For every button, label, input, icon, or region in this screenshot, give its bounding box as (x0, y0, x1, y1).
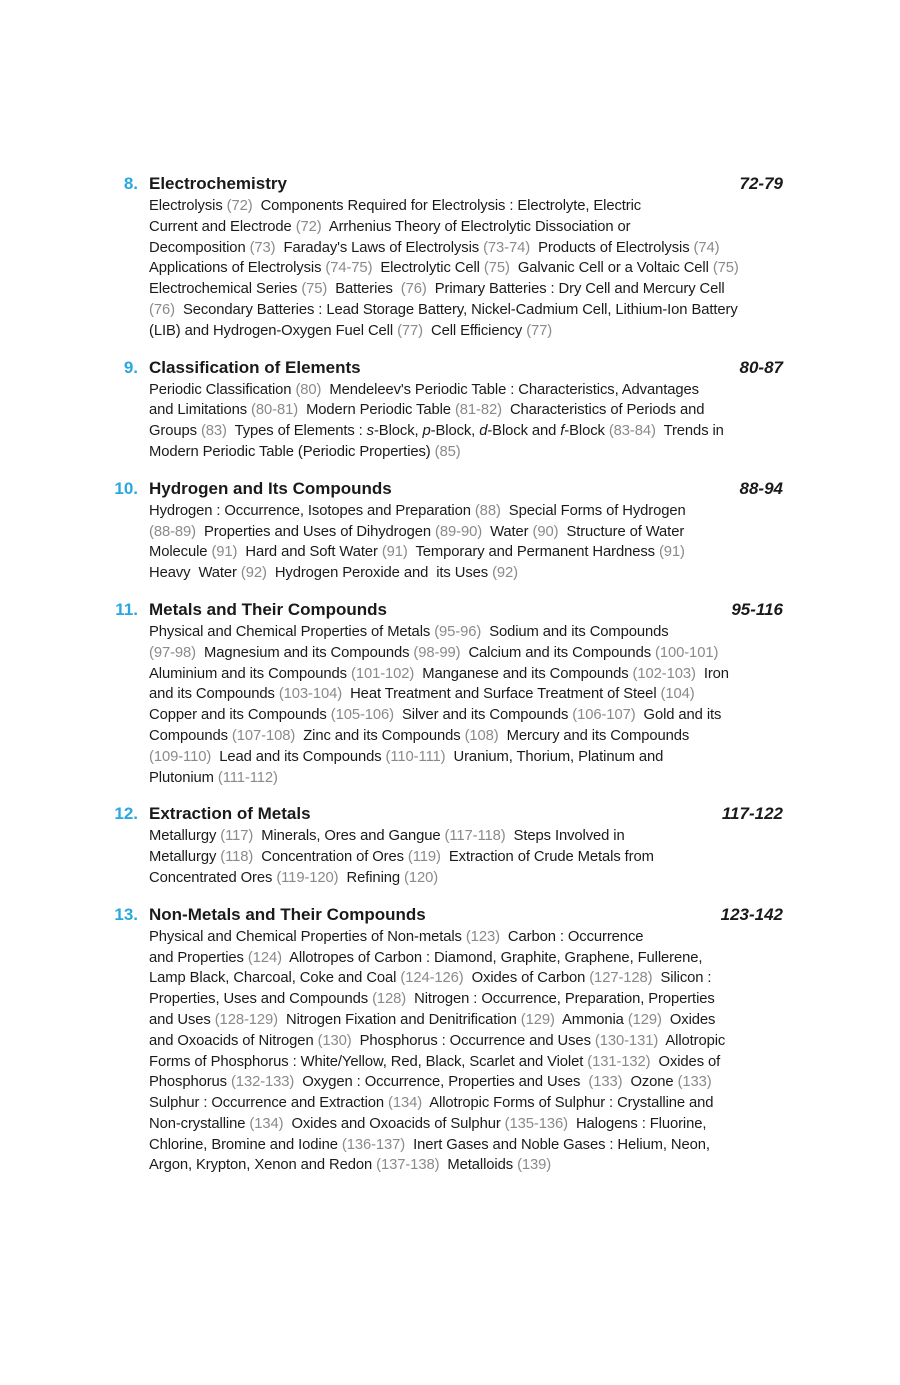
topic-page-ref: (104) (660, 686, 695, 703)
topic-text: Oxygen : Occurrence, Properties and Uses (294, 1074, 589, 1091)
topic-text: and Uses (149, 1011, 215, 1028)
topic-text: Modern Periodic Table (Periodic Properties) (149, 443, 435, 460)
chapter-page-range: 117-122 (721, 804, 783, 824)
topic-text: Electrolysis (149, 198, 227, 214)
chapter-page-range: 80-87 (739, 357, 783, 377)
topic-page-ref: (91) (658, 544, 685, 561)
chapter-number: 10. (114, 478, 138, 498)
topic-text: Batteries (327, 281, 401, 298)
topic-text: Properties and Uses of Dihydrogen (196, 523, 436, 540)
topic-italic-text: f (560, 423, 565, 440)
topic-text: Trends in (655, 423, 724, 440)
topic-text: Gold and its (635, 707, 722, 724)
toc-entry (100, 598, 800, 788)
topic-page-ref: (91) (381, 544, 408, 561)
topic-line (149, 421, 800, 442)
topic-page-ref: (83-84) (608, 423, 656, 440)
topic-text: Forms of Phosphorus : White/Yellow, Red, Black, Scarlet and Violet (149, 1053, 588, 1070)
topic-text: Oxides and Oxoacids of Sulphur (283, 1115, 505, 1132)
topic-text: Secondary Batteries : Lead Storage Battery, Nickel-Cadmium Cell, Lithium-Ion Battery (174, 301, 738, 318)
topic-line (149, 1135, 800, 1156)
topic-text: -Block (564, 423, 609, 440)
topic-page-ref: (133) (677, 1074, 712, 1091)
topic-line (149, 300, 800, 321)
chapter-heading (100, 172, 800, 196)
topic-line (149, 279, 800, 300)
chapter-heading (100, 802, 800, 826)
topic-line (149, 1010, 800, 1031)
topic-line (149, 768, 800, 789)
chapter-topics (149, 501, 800, 584)
toc-entry (100, 477, 800, 584)
topic-page-ref: (124-126) (400, 970, 464, 987)
topic-line (149, 847, 800, 868)
chapter-page-range: 123-142 (720, 904, 783, 924)
topic-page-ref: (102-103) (632, 665, 696, 682)
topic-line (149, 1031, 800, 1052)
topic-text: Molecule (149, 544, 212, 561)
topic-text: Structure of Water (558, 523, 685, 540)
topic-text: Inert Gases and Noble Gases : Helium, Neon, (405, 1136, 710, 1153)
topic-text: Iron (695, 665, 729, 682)
topic-page-ref: (119) (407, 849, 441, 866)
topic-page-ref: (92) (492, 565, 518, 582)
topic-line (149, 1155, 800, 1176)
chapter-title: Extraction of Metals (149, 804, 311, 824)
chapter-title: Non-Metals and Their Compounds (149, 904, 426, 924)
topic-page-ref: (129) (627, 1011, 662, 1028)
topic-text: Mercury and its Compounds (498, 727, 690, 744)
topic-page-ref: (130) (317, 1032, 352, 1049)
topic-text: Primary Batteries : Dry Cell and Mercury Cell (426, 281, 725, 298)
topic-line (149, 542, 800, 563)
topic-page-ref: (123) (465, 928, 500, 945)
topic-text: Electrochemical Series (149, 281, 302, 298)
topic-text: Hydrogen Peroxide and its Uses (266, 565, 493, 582)
topic-text: and Properties (149, 949, 248, 966)
topic-text: Calcium and its Compounds (460, 644, 656, 661)
topic-text: Non-crystalline (149, 1115, 250, 1132)
chapter-page-range: 88-94 (739, 478, 783, 498)
topic-page-ref: (133) (588, 1074, 623, 1091)
topic-page-ref: (103-104) (278, 686, 343, 703)
topic-page-ref: (117-118) (444, 828, 506, 845)
topic-page-ref: (100-101) (655, 644, 719, 661)
topic-page-ref: (134) (388, 1095, 423, 1112)
chapter-number: 12. (114, 804, 138, 824)
topic-line (149, 522, 800, 543)
topic-page-ref: (129) (520, 1011, 555, 1028)
topic-page-ref: (111-112) (217, 769, 278, 786)
topic-text: Ozone (622, 1074, 678, 1091)
topic-text: Lamp Black, Charcoal, Coke and Coal (149, 970, 401, 987)
topic-text: Carbon : Occurrence (499, 928, 644, 945)
topic-text: Manganese and its Compounds (414, 665, 633, 682)
topic-text: Physical and Chemical Properties of Non-metals (149, 928, 466, 945)
topic-page-ref: (76) (400, 281, 427, 298)
topic-text: Concentration of Ores (253, 849, 408, 866)
topic-text: Heat Treatment and Surface Treatment of Steel (342, 686, 661, 703)
topic-text: Allotropes of Carbon : Diamond, Graphite, Graphene, Fullerene, (281, 949, 703, 966)
chapter-title: Electrochemistry (149, 174, 287, 193)
topic-text: and its Compounds (149, 686, 279, 703)
topic-page-ref: (136-137) (341, 1136, 406, 1153)
topic-line (149, 747, 800, 768)
topic-page-ref: (97-98) (149, 644, 196, 661)
topic-page-ref: (75) (712, 260, 739, 277)
topic-text: Silver and its Compounds (394, 707, 573, 724)
chapter-topics (149, 622, 800, 788)
topic-line (149, 968, 800, 989)
toc-entry (100, 903, 800, 1177)
topic-page-ref: (95-96) (434, 623, 482, 640)
topic-page-ref: (72) (295, 218, 322, 235)
topic-page-ref: (105-106) (330, 707, 395, 724)
topic-page-ref: (75) (483, 260, 510, 277)
topic-text: Special Forms of Hydrogen (500, 502, 686, 519)
topic-text: Allotropic Forms of Sulphur : Crystalline and (422, 1095, 714, 1112)
topic-text: Magnesium and its Compounds (196, 644, 414, 661)
topic-text: Products of Electrolysis (530, 239, 694, 256)
topic-page-ref: (109-110) (149, 748, 212, 765)
topic-text: Decomposition (149, 239, 250, 256)
topic-line (149, 705, 800, 726)
topic-text: Argon, Krypton, Xenon and Redon (149, 1157, 377, 1174)
topic-line (149, 927, 800, 948)
topic-text: Zinc and its Compounds (295, 727, 465, 744)
topic-line (149, 563, 800, 584)
topic-page-ref: (130-131) (594, 1032, 659, 1049)
topic-text: Minerals, Ores and Gangue (253, 828, 445, 845)
topic-text: -Block and (487, 423, 561, 440)
topic-page-ref: (73-74) (483, 239, 531, 256)
topic-text: -Block, (373, 423, 423, 440)
topic-text: Current and Electrode (149, 218, 296, 235)
topic-line (149, 868, 800, 889)
chapter-number: 11. (115, 599, 138, 619)
topic-page-ref: (101-102) (351, 665, 415, 682)
topic-text: Cell Efficiency (423, 322, 527, 339)
chapter-title: Metals and Their Compounds (149, 599, 388, 619)
topic-text: Phosphorus : Occurrence and Uses (351, 1032, 595, 1049)
topic-text: Faraday's Laws of Electrolysis (275, 239, 484, 256)
topic-text: Hard and Soft Water (237, 544, 382, 561)
topic-line (149, 501, 800, 522)
chapter-page-range: 72-79 (739, 174, 783, 193)
topic-text: Oxides of Carbon (463, 970, 590, 987)
topic-page-ref: (80) (295, 381, 322, 398)
chapter-heading (100, 477, 800, 501)
topic-line (149, 726, 800, 747)
topic-text: Physical and Chemical Properties of Metals (149, 623, 435, 640)
topic-line (149, 321, 800, 342)
topic-line (149, 258, 800, 279)
topic-line (149, 1093, 800, 1114)
topic-page-ref: (135-136) (504, 1115, 568, 1132)
topic-page-ref: (77) (526, 322, 553, 339)
topic-text: Refining (338, 869, 405, 886)
topic-page-ref: (75) (301, 281, 328, 298)
chapter-heading (100, 356, 800, 380)
topic-page-ref: (88-89) (149, 523, 196, 540)
topic-page-ref: (128-129) (214, 1011, 278, 1028)
topic-text: Aluminium and its Compounds (149, 665, 351, 682)
topic-page-ref: (132-133) (230, 1074, 295, 1091)
topic-line (149, 238, 800, 259)
topic-line (149, 400, 800, 421)
topic-page-ref: (89-90) (435, 523, 483, 540)
topic-text: Nitrogen : Occurrence, Preparation, Properties (406, 991, 715, 1008)
topic-line (149, 664, 800, 685)
topic-line (149, 1072, 800, 1093)
topic-text: Periodic Classification (149, 381, 296, 398)
topic-page-ref: (92) (240, 565, 267, 582)
topic-text: Ammonia (554, 1011, 628, 1028)
topic-text: and Limitations (149, 402, 252, 419)
chapter-title: Classification of Elements (149, 357, 361, 377)
topic-line (149, 1052, 800, 1073)
topic-page-ref: (128) (372, 991, 407, 1008)
topic-text: Allotropic (658, 1032, 726, 1049)
topic-page-ref: (119-120) (276, 869, 339, 886)
topic-page-ref: (120) (404, 869, 439, 886)
topic-page-ref: (107-108) (231, 727, 296, 744)
topic-text: Components Required for Electrolysis : Electrolyte, Electric (252, 198, 642, 214)
chapter-heading (100, 598, 800, 622)
topic-italic-text: p (422, 423, 431, 440)
topic-text: Oxides of (650, 1053, 721, 1070)
topic-text: Silicon : (652, 970, 712, 987)
chapter-number: 9. (123, 357, 138, 377)
topic-line (149, 380, 800, 401)
topic-page-ref: (108) (464, 727, 499, 744)
topic-line (149, 442, 800, 463)
topic-text: Extraction of Crude Metals from (440, 849, 654, 866)
topic-text: Halogens : Fluorine, (567, 1115, 707, 1132)
topic-text: Compounds (149, 727, 232, 744)
chapter-number: 13. (114, 904, 138, 924)
toc-entry (100, 356, 800, 463)
topic-text: Sulphur : Occurrence and Extraction (149, 1095, 389, 1112)
topic-text: Metallurgy (149, 849, 221, 866)
topic-text: Uranium, Thorium, Platinum and (445, 748, 664, 765)
topic-text: Oxides (661, 1011, 716, 1028)
topic-text: (LIB) and Hydrogen-Oxygen Fuel Cell (149, 322, 398, 339)
topic-page-ref: (74-75) (325, 260, 373, 277)
topic-page-ref: (72) (226, 198, 253, 214)
topic-page-ref: (74) (693, 239, 720, 256)
topic-page-ref: (139) (517, 1157, 552, 1174)
topic-page-ref: (77) (397, 322, 423, 339)
topic-text: Characteristics of Periods and (501, 402, 705, 419)
topic-text: Galvanic Cell or a Voltaic Cell (509, 260, 713, 277)
toc-entry (100, 802, 800, 888)
topic-page-ref: (110-111) (385, 748, 446, 765)
topic-text: Phosphorus (149, 1074, 231, 1091)
topic-text: Types of Elements : (226, 423, 367, 440)
topic-page-ref: (118) (220, 849, 254, 866)
topic-line (149, 684, 800, 705)
topic-line (149, 196, 800, 217)
topic-text: Water (482, 523, 533, 540)
topic-page-ref: (76) (149, 301, 175, 318)
chapter-topics (149, 826, 800, 888)
topic-line (149, 826, 800, 847)
topic-text: Modern Periodic Table (298, 402, 455, 419)
topic-page-ref: (80-81) (251, 402, 299, 419)
topic-text: Groups (149, 423, 201, 440)
chapter-title: Hydrogen and Its Compounds (149, 478, 392, 498)
topic-line (149, 217, 800, 238)
topic-page-ref: (106-107) (572, 707, 636, 724)
topic-page-ref: (83) (200, 423, 227, 440)
topic-page-ref: (88) (474, 502, 501, 519)
topic-page-ref: (137-138) (376, 1157, 440, 1174)
chapter-topics (149, 927, 800, 1177)
topic-text: Electrolytic Cell (372, 260, 484, 277)
topic-text: Metalloids (439, 1157, 518, 1174)
topic-text: Hydrogen : Occurrence, Isotopes and Preparation (149, 502, 475, 519)
topic-text: Applications of Electrolysis (149, 260, 326, 277)
topic-text: Concentrated Ores (149, 869, 277, 886)
topic-text: Chlorine, Bromine and Iodine (149, 1136, 342, 1153)
topic-line (149, 643, 800, 664)
topic-page-ref: (91) (211, 544, 238, 561)
topic-page-ref: (127-128) (589, 970, 653, 987)
topic-italic-text: d (479, 423, 488, 440)
chapter-heading (100, 903, 800, 927)
chapter-page-range: 95-116 (731, 599, 783, 619)
topic-text: Lead and its Compounds (211, 748, 386, 765)
topic-text: Arrhenius Theory of Electrolytic Dissociation or (321, 218, 631, 235)
topic-text: Metallurgy (149, 828, 221, 845)
topic-text: Temporary and Permanent Hardness (407, 544, 659, 561)
table-of-contents (100, 172, 800, 1190)
topic-page-ref: (117) (220, 828, 254, 845)
topic-italic-text: s (366, 423, 374, 440)
topic-text: Steps Involved in (505, 828, 625, 845)
chapter-topics (149, 196, 800, 342)
topic-page-ref: (98-99) (413, 644, 461, 661)
topic-text: -Block, (430, 423, 480, 440)
toc-entry (100, 172, 800, 342)
topic-text: Sodium and its Compounds (481, 623, 669, 640)
topic-page-ref: (85) (434, 443, 461, 460)
topic-text: Mendeleev's Periodic Table : Characteristics, Advantages (321, 381, 699, 398)
topic-page-ref: (131-132) (587, 1053, 651, 1070)
topic-page-ref: (134) (249, 1115, 284, 1132)
topic-line (149, 622, 800, 643)
topic-text: Properties, Uses and Compounds (149, 991, 373, 1008)
topic-line (149, 1114, 800, 1135)
topic-page-ref: (90) (532, 523, 559, 540)
topic-text: and Oxoacids of Nitrogen (149, 1032, 318, 1049)
chapter-topics (149, 380, 800, 463)
chapter-number: 8. (123, 174, 138, 193)
topic-page-ref: (124) (247, 949, 282, 966)
topic-line (149, 989, 800, 1010)
topic-text: Plutonium (149, 769, 218, 786)
topic-page-ref: (81-82) (454, 402, 502, 419)
topic-page-ref: (73) (249, 239, 276, 256)
topic-text: Nitrogen Fixation and Denitrification (278, 1011, 521, 1028)
topic-text: Copper and its Compounds (149, 707, 331, 724)
topic-line (149, 948, 800, 969)
topic-text: Heavy Water (149, 565, 241, 582)
